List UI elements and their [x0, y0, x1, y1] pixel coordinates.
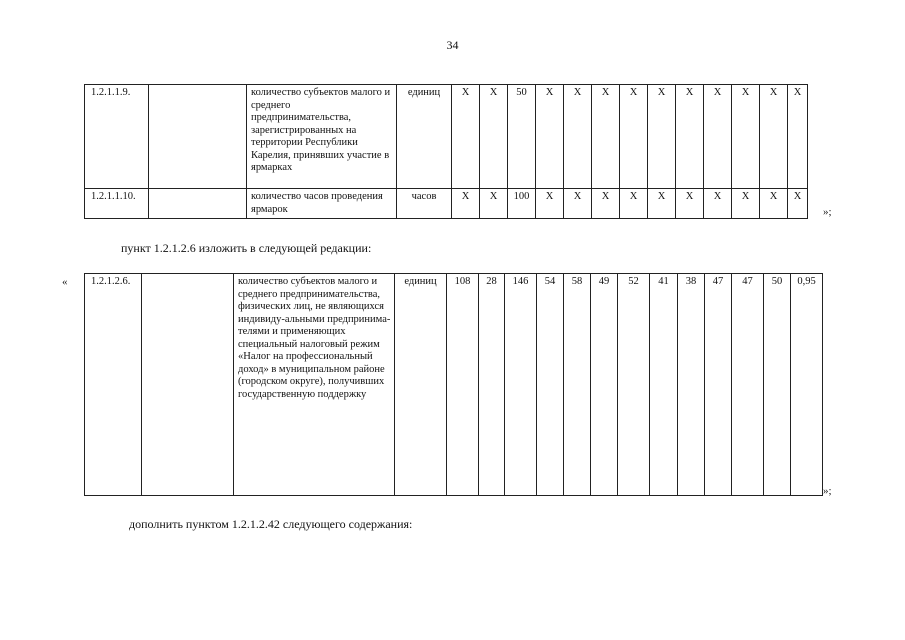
opening-quote-mark: «	[62, 276, 68, 288]
value-cell: Х	[620, 85, 648, 189]
value-cell: 58	[564, 274, 591, 496]
closing-quote-mark: »;	[823, 485, 832, 497]
value-cell: 50	[764, 274, 791, 496]
value-cell: Х	[592, 85, 620, 189]
value-cell: Х	[452, 189, 480, 219]
row-number: 1.2.1.1.9.	[85, 85, 149, 189]
value-cell: Х	[480, 189, 508, 219]
value-cell: Х	[676, 189, 704, 219]
value-cell: Х	[760, 189, 788, 219]
empty-cell	[149, 85, 247, 189]
value-cell: Х	[732, 189, 760, 219]
value-cell: Х	[564, 85, 592, 189]
value-cell: Х	[592, 189, 620, 219]
value-cell: Х	[704, 189, 732, 219]
value-cell: Х	[564, 189, 592, 219]
indicators-table-2	[84, 273, 823, 496]
value-cell: Х	[648, 189, 676, 219]
value-cell: Х	[760, 85, 788, 189]
unit-cell: часов	[397, 189, 452, 219]
instruction-paragraph: пункт 1.2.1.2.6 изложить в следующей редакции:	[121, 241, 372, 255]
value-cell: 108	[447, 274, 479, 496]
value-cell: 0,95	[791, 274, 823, 496]
row-number: 1.2.1.1.10.	[85, 189, 149, 219]
value-cell: Х	[788, 189, 808, 219]
value-cell: 38	[678, 274, 705, 496]
value-cell: Х	[536, 85, 564, 189]
indicators-table-1	[84, 84, 808, 219]
table-row	[85, 274, 823, 496]
value-cell: Х	[452, 85, 480, 189]
value-cell: Х	[732, 85, 760, 189]
value-cell: 52	[618, 274, 650, 496]
empty-cell	[149, 189, 247, 219]
value-cell: 47	[732, 274, 764, 496]
value-cell: Х	[620, 189, 648, 219]
instruction-paragraph: дополнить пунктом 1.2.1.2.42 следующего содержания:	[129, 517, 413, 531]
value-cell: 100	[508, 189, 536, 219]
unit-cell: единиц	[397, 85, 452, 189]
empty-cell	[142, 274, 234, 496]
indicator-description: количество субъектов малого и среднего предпринимательства, физических лиц, не являющихся индивиду-альными предпринима-телями и применяющих специальный налоговый режим «Налог на профессиональный доход» в муниципальном районе (городском округе), получивших государственную поддержку	[234, 274, 395, 496]
value-cell: Х	[536, 189, 564, 219]
value-cell: 50	[508, 85, 536, 189]
table-row	[85, 85, 808, 189]
indicator-description: количество часов проведения ярмарок	[247, 189, 397, 219]
value-cell: 49	[591, 274, 618, 496]
value-cell: 41	[650, 274, 678, 496]
value-cell: 146	[505, 274, 537, 496]
value-cell: Х	[704, 85, 732, 189]
value-cell: Х	[676, 85, 704, 189]
table-row	[85, 189, 808, 219]
unit-cell: единиц	[395, 274, 447, 496]
value-cell: 28	[479, 274, 505, 496]
row-number: 1.2.1.2.6.	[85, 274, 142, 496]
value-cell: Х	[480, 85, 508, 189]
closing-quote-mark: »;	[823, 206, 832, 218]
value-cell: Х	[648, 85, 676, 189]
value-cell: 54	[537, 274, 564, 496]
value-cell: Х	[788, 85, 808, 189]
page-number: 34	[446, 38, 459, 52]
value-cell: 47	[705, 274, 732, 496]
indicator-description: количество субъектов малого и среднего предпринимательства, зарегистрированных на территории Республики Карелия, принявших участие в ярмарках	[247, 85, 397, 189]
